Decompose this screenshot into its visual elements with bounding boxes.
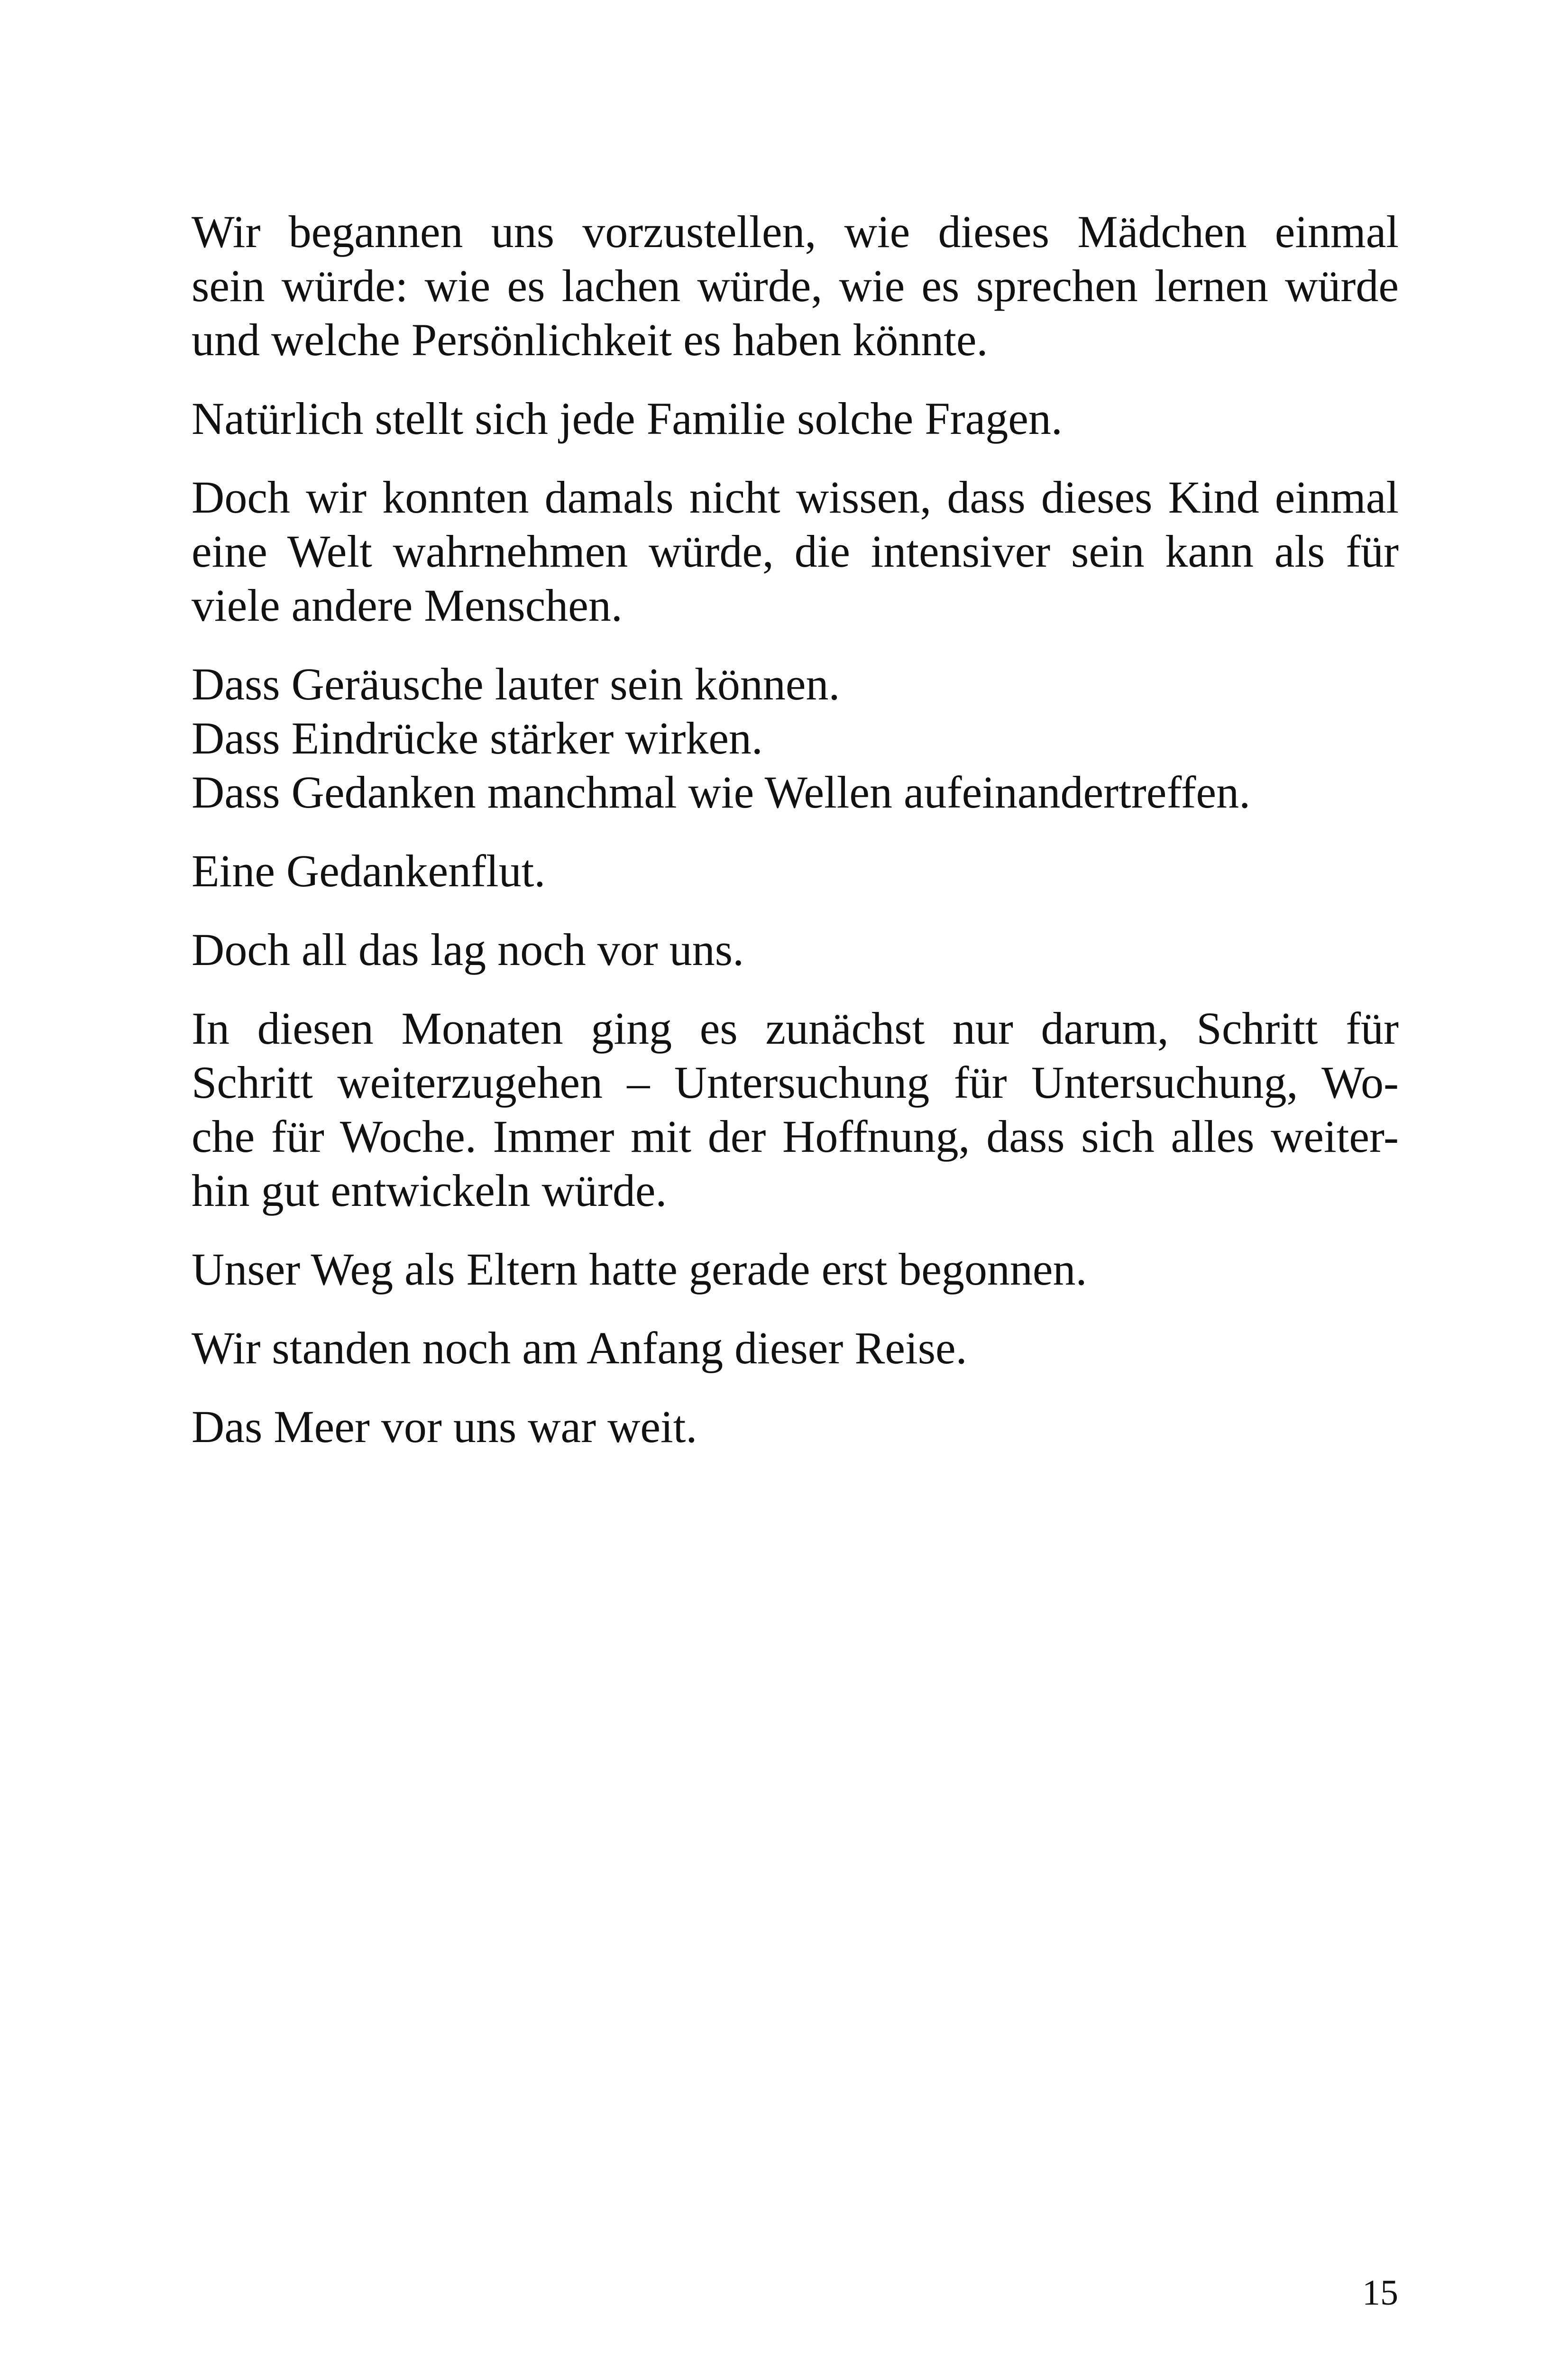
page-number: 15 bbox=[1362, 2273, 1398, 2313]
text-line: Dass Eindrücke stärker wirken. bbox=[192, 713, 763, 763]
text-line: Doch wir konnten damals nicht wissen, dass dieses Kind einmal bbox=[192, 472, 1399, 523]
paragraph bbox=[192, 470, 1399, 633]
text-line: Wir standen noch am Anfang dieser Reise. bbox=[192, 1323, 967, 1373]
text-line: und welche Persönlichkeit es haben könnte. bbox=[192, 314, 988, 365]
text-line: Unser Weg als Eltern hatte gerade erst begonnen. bbox=[192, 1244, 1087, 1295]
text-line: che für Woche. Immer mit der Hoffnung, dass sich alles weiter- bbox=[192, 1111, 1399, 1162]
text-line: Das Meer vor uns war weit. bbox=[192, 1401, 697, 1452]
text-line: Dass Geräusche lauter sein können. bbox=[192, 659, 840, 709]
text-line: Schritt weiterzugehen – Untersuchung für Untersuchung, Wo- bbox=[192, 1057, 1399, 1108]
paragraph bbox=[192, 1400, 1399, 1454]
paragraph bbox=[192, 1321, 1399, 1375]
text-line: viele andere Menschen. bbox=[192, 580, 623, 631]
paragraph bbox=[192, 1002, 1399, 1218]
paragraph bbox=[192, 657, 1399, 819]
paragraph bbox=[192, 392, 1399, 446]
text-line: Wir begannen uns vorzustellen, wie dieses Mädchen einmal bbox=[192, 206, 1399, 257]
text-line: Dass Gedanken manchmal wie Wellen aufeinandertreffen. bbox=[192, 767, 1251, 818]
text-line: hin gut entwickeln würde. bbox=[192, 1165, 667, 1216]
paragraph bbox=[192, 923, 1399, 977]
text-line: Doch all das lag noch vor uns. bbox=[192, 924, 744, 975]
text-line: Eine Gedankenflut. bbox=[192, 845, 546, 896]
body-text bbox=[192, 205, 1399, 1479]
text-line: In diesen Monaten ging es zunächst nur darum, Schritt für bbox=[192, 1003, 1399, 1054]
text-line: eine Welt wahrnehmen würde, die intensiver sein kann als für bbox=[192, 526, 1399, 577]
text-line: sein würde: wie es lachen würde, wie es sprechen lernen würde bbox=[192, 260, 1399, 311]
paragraph bbox=[192, 205, 1399, 367]
text-line: Natürlich stellt sich jede Familie solche Fragen. bbox=[192, 393, 1063, 444]
paragraph bbox=[192, 844, 1399, 898]
paragraph bbox=[192, 1242, 1399, 1296]
